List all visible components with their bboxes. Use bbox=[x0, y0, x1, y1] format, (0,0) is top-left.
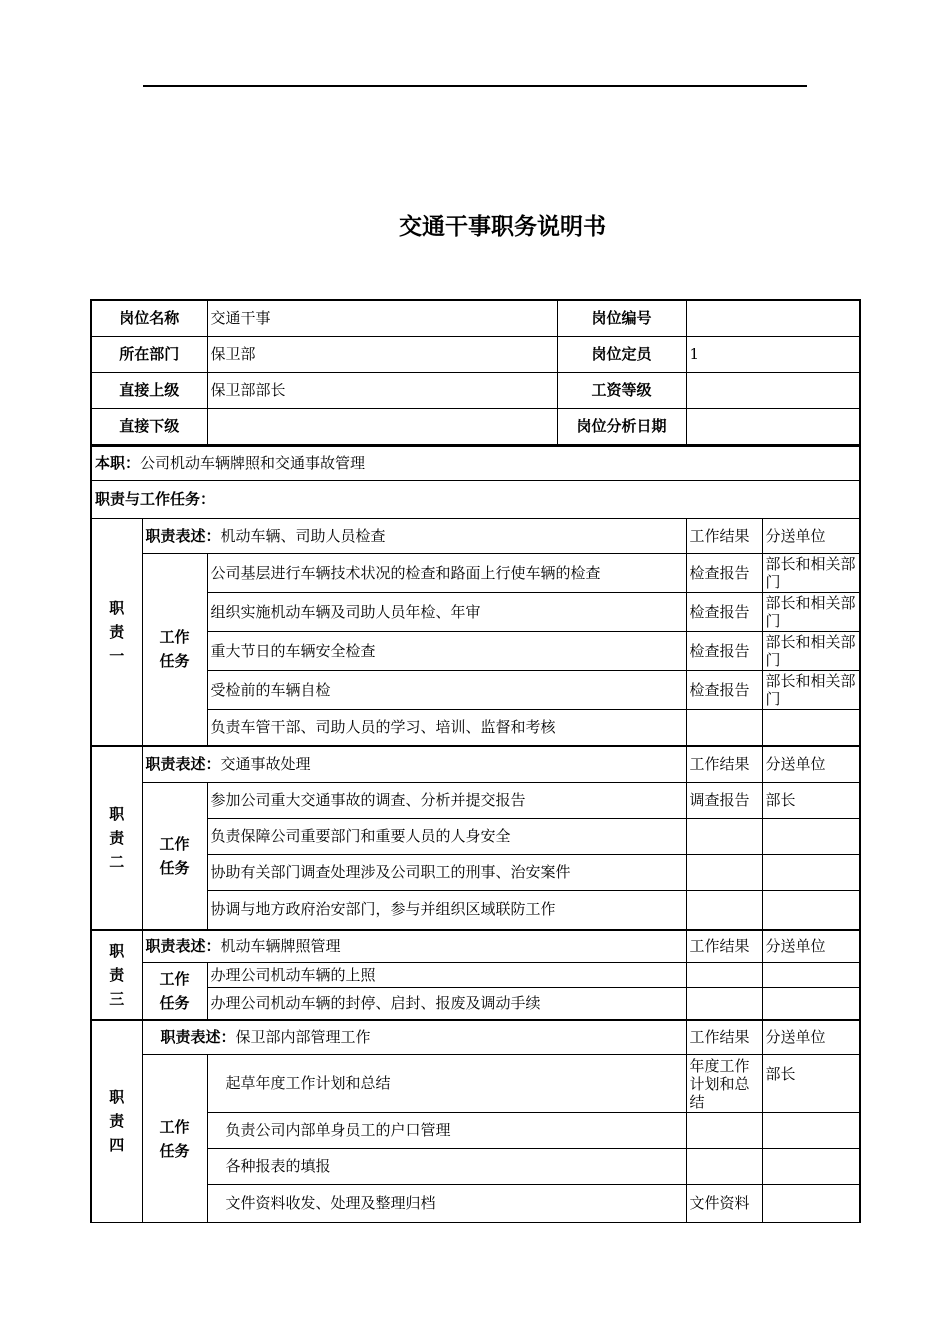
result-header: 工作结果 bbox=[686, 519, 762, 554]
task-text: 办理公司机动车辆的封停、启封、报废及调动手续 bbox=[207, 988, 686, 1020]
distribution-header: 分送单位 bbox=[762, 519, 860, 554]
task-result bbox=[686, 1149, 762, 1185]
duty-4-label: 职 责 四 bbox=[91, 1020, 142, 1223]
task-result bbox=[686, 710, 762, 746]
label-position-name: 岗位名称 bbox=[91, 300, 207, 336]
task-distribution: 部长和相关部门 bbox=[762, 554, 860, 593]
task-text: 文件资料收发、处理及整理归档 bbox=[207, 1185, 686, 1223]
duty-2-description: 职责表述：交通事故处理 bbox=[142, 746, 686, 783]
task-text: 负责保障公司重要部门和重要人员的人身安全 bbox=[207, 819, 686, 855]
task-result: 检查报告 bbox=[686, 632, 762, 671]
document-title: 交通干事职务说明书 bbox=[399, 214, 606, 240]
value-position-number bbox=[686, 300, 860, 336]
task-result: 检查报告 bbox=[686, 554, 762, 593]
task-text: 协调与地方政府治安部门，参与并组织区域联防工作 bbox=[207, 891, 686, 930]
task-distribution bbox=[762, 988, 860, 1020]
task-distribution: 部长和相关部门 bbox=[762, 593, 860, 632]
task-distribution bbox=[762, 963, 860, 988]
task-result bbox=[686, 819, 762, 855]
task-distribution bbox=[762, 891, 860, 930]
task-result bbox=[686, 891, 762, 930]
benzhi-label: 本职： bbox=[95, 454, 141, 472]
label-salary-grade: 工资等级 bbox=[557, 372, 686, 408]
value-position-name: 交通干事 bbox=[207, 300, 557, 336]
task-result: 调查报告 bbox=[686, 783, 762, 819]
task-text: 受检前的车辆自检 bbox=[207, 671, 686, 710]
benzhi-text: 公司机动车辆牌照和交通事故管理 bbox=[140, 454, 366, 472]
task-distribution bbox=[762, 1149, 860, 1185]
label-headcount: 岗位定员 bbox=[557, 336, 686, 372]
header-rule bbox=[143, 85, 807, 87]
distribution-header: 分送单位 bbox=[762, 746, 860, 783]
distribution-header: 分送单位 bbox=[762, 930, 860, 963]
basic-info-table bbox=[90, 299, 861, 446]
duty-3-task-label: 工作 任务 bbox=[142, 963, 207, 1020]
task-result bbox=[686, 988, 762, 1020]
task-text: 负责公司内部单身员工的户口管理 bbox=[207, 1113, 686, 1149]
task-result bbox=[686, 855, 762, 891]
task-distribution: 部长和相关部门 bbox=[762, 632, 860, 671]
task-result: 文件资料 bbox=[686, 1185, 762, 1223]
task-result bbox=[686, 1113, 762, 1149]
label-position-number: 岗位编号 bbox=[557, 300, 686, 336]
label-direct-superior: 直接上级 bbox=[91, 372, 207, 408]
task-distribution: 部长和相关部门 bbox=[762, 671, 860, 710]
value-headcount: 1 bbox=[686, 336, 860, 372]
task-distribution: 部长 bbox=[762, 783, 860, 819]
duty-2-task-label: 工作 任务 bbox=[142, 783, 207, 930]
task-text: 各种报表的填报 bbox=[207, 1149, 686, 1185]
task-text: 办理公司机动车辆的上照 bbox=[207, 963, 686, 988]
result-header: 工作结果 bbox=[686, 1020, 762, 1055]
duty-3-description: 职责表述：机动车辆牌照管理 bbox=[142, 930, 686, 963]
duty-3-label: 职 责 三 bbox=[91, 930, 142, 1020]
value-direct-subordinate bbox=[207, 408, 557, 445]
task-distribution: 部长 bbox=[762, 1055, 860, 1113]
result-header: 工作结果 bbox=[686, 746, 762, 783]
task-distribution bbox=[762, 1113, 860, 1149]
label-department: 所在部门 bbox=[91, 336, 207, 372]
task-distribution bbox=[762, 1185, 860, 1223]
task-distribution bbox=[762, 819, 860, 855]
result-header: 工作结果 bbox=[686, 930, 762, 963]
value-direct-superior: 保卫部部长 bbox=[207, 372, 557, 408]
value-analysis-date bbox=[686, 408, 860, 445]
duty-4-description: 职责表述：保卫部内部管理工作 bbox=[142, 1020, 686, 1055]
task-result bbox=[686, 963, 762, 988]
task-text: 协助有关部门调查处理涉及公司职工的刑事、治安案件 bbox=[207, 855, 686, 891]
task-distribution bbox=[762, 855, 860, 891]
duties-heading: 职责与工作任务： bbox=[91, 481, 860, 519]
duty-1-description: 职责表述：机动车辆、司助人员检查 bbox=[142, 519, 686, 554]
label-analysis-date: 岗位分析日期 bbox=[557, 408, 686, 445]
task-result: 年度工作计划和总结 bbox=[686, 1055, 762, 1113]
duty-4-task-label: 工作 任务 bbox=[142, 1055, 207, 1223]
distribution-header: 分送单位 bbox=[762, 1020, 860, 1055]
task-text: 公司基层进行车辆技术状况的检查和路面上行使车辆的检查 bbox=[207, 554, 686, 593]
task-text: 参加公司重大交通事故的调查、分析并提交报告 bbox=[207, 783, 686, 819]
task-text: 组织实施机动车辆及司助人员年检、年审 bbox=[207, 593, 686, 632]
task-text: 负责车管干部、司助人员的学习、培训、监督和考核 bbox=[207, 710, 686, 746]
task-result: 检查报告 bbox=[686, 593, 762, 632]
task-text: 起草年度工作计划和总结 bbox=[207, 1055, 686, 1113]
duties-table bbox=[90, 446, 861, 1223]
task-distribution bbox=[762, 710, 860, 746]
benzhi-row bbox=[91, 447, 860, 481]
task-text: 重大节日的车辆安全检查 bbox=[207, 632, 686, 671]
value-department: 保卫部 bbox=[207, 336, 557, 372]
value-salary-grade bbox=[686, 372, 860, 408]
duty-2-label: 职 责 二 bbox=[91, 746, 142, 930]
duty-1-task-label: 工作 任务 bbox=[142, 554, 207, 746]
task-result: 检查报告 bbox=[686, 671, 762, 710]
label-direct-subordinate: 直接下级 bbox=[91, 408, 207, 445]
job-description-form bbox=[90, 299, 859, 1223]
duty-1-label: 职 责 一 bbox=[91, 519, 142, 746]
